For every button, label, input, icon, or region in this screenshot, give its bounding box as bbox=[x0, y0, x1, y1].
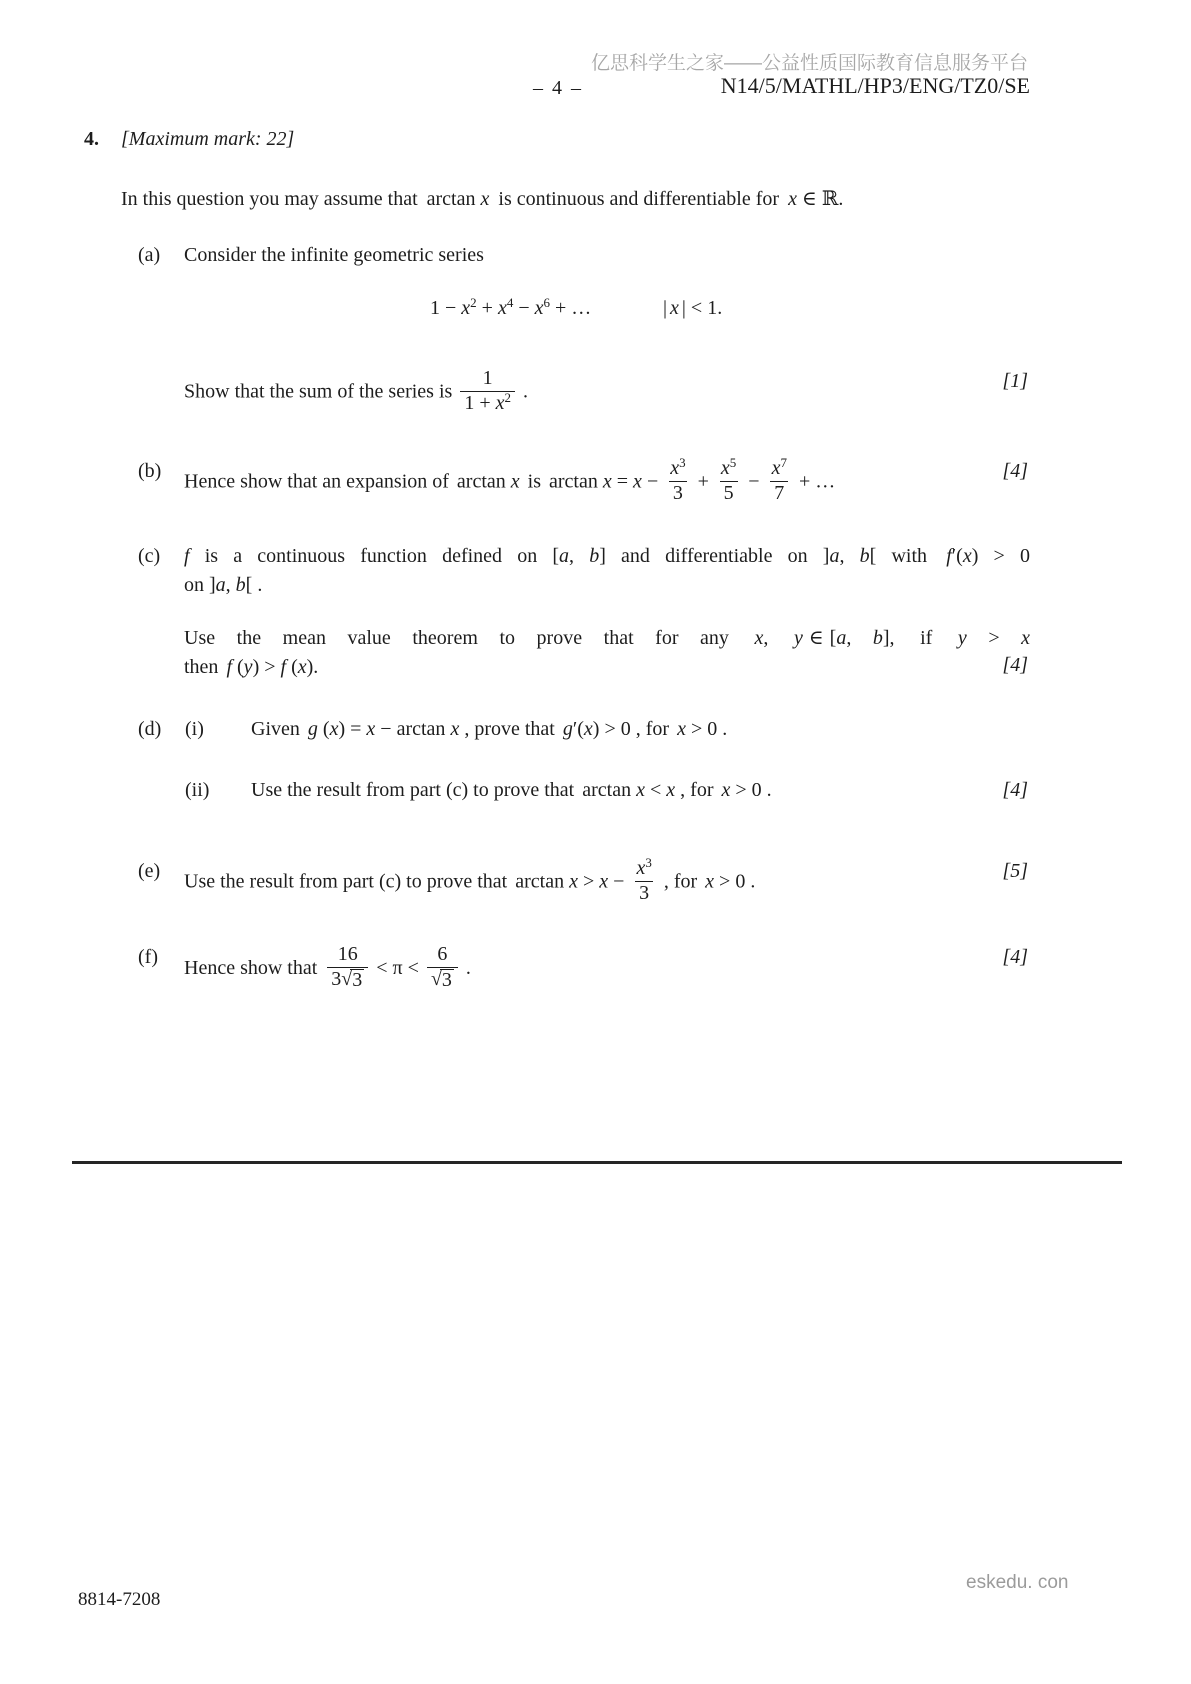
part-b-mark: [4] bbox=[1002, 460, 1028, 482]
variable-run: x bbox=[329, 718, 339, 740]
text-run: 7 bbox=[774, 481, 785, 504]
fraction-denominator bbox=[427, 967, 458, 992]
footer-reference-number: 8814-7208 bbox=[78, 1589, 161, 1610]
variable-run: x bbox=[510, 470, 520, 493]
superscript: 3 bbox=[679, 455, 686, 470]
fraction bbox=[717, 455, 740, 504]
part-a-show-text bbox=[184, 367, 528, 416]
text-run: − arctan bbox=[375, 718, 451, 740]
fraction-denominator bbox=[327, 967, 368, 992]
fraction bbox=[632, 855, 655, 904]
text-run: > 0 . bbox=[714, 870, 756, 893]
text-run: − bbox=[641, 470, 664, 493]
superscript: 6 bbox=[543, 295, 551, 310]
text-run: is a continuous function defined on [ bbox=[189, 545, 560, 567]
part-c-para1-line2 bbox=[184, 574, 1030, 597]
superscript: 5 bbox=[729, 455, 737, 470]
text-run: , prove that bbox=[459, 718, 560, 740]
text-run: Use the result from part (c) to prove that bbox=[184, 870, 513, 893]
variable-run: x bbox=[1021, 627, 1031, 649]
text-run: − bbox=[513, 297, 535, 319]
text-run: > 0 . bbox=[685, 718, 728, 740]
variable-run: x bbox=[670, 297, 679, 319]
radicand bbox=[440, 969, 454, 992]
part-d-ii-label: (ii) bbox=[185, 779, 210, 801]
variable-run: x bbox=[534, 297, 544, 319]
text-run: arctan bbox=[549, 470, 603, 493]
variable-run: b bbox=[235, 574, 246, 596]
variable-run: x bbox=[720, 457, 730, 479]
variable-run: x bbox=[599, 870, 609, 893]
text-run: , bbox=[225, 574, 236, 596]
variable-run: x bbox=[497, 297, 507, 319]
part-d-label: (d) bbox=[138, 718, 162, 740]
text-run: + bbox=[476, 297, 498, 319]
variable-run: x bbox=[788, 188, 797, 210]
text-run: 3 bbox=[441, 968, 452, 991]
square-root bbox=[341, 969, 364, 992]
variable-run: b bbox=[589, 545, 600, 567]
series-condition bbox=[663, 297, 722, 320]
text-run: , bbox=[569, 545, 590, 567]
fraction-numerator bbox=[334, 944, 362, 967]
part-f-label: (f) bbox=[138, 946, 158, 968]
text-run: [ with bbox=[869, 545, 943, 567]
variable-run: a bbox=[559, 545, 570, 567]
part-b-text bbox=[184, 455, 1064, 506]
variable-run: x bbox=[754, 627, 764, 649]
fraction bbox=[768, 455, 791, 504]
variable-run: a bbox=[829, 545, 840, 567]
part-d-ii-text bbox=[251, 779, 772, 802]
variable-run: x bbox=[677, 718, 686, 740]
text-run: . bbox=[460, 957, 471, 980]
text-run: 1 bbox=[482, 367, 493, 389]
fraction-denominator bbox=[770, 481, 788, 505]
text-run: + bbox=[692, 470, 714, 493]
series-expression bbox=[430, 297, 591, 320]
variable-run: x bbox=[962, 545, 972, 567]
fraction-numerator bbox=[632, 855, 655, 881]
text-run: Hence show that bbox=[184, 957, 323, 980]
variable-run: x bbox=[583, 718, 593, 740]
divider-rule bbox=[72, 1161, 1122, 1164]
text-run: Given bbox=[251, 718, 305, 740]
text-run: Hence show that an expansion of bbox=[184, 470, 454, 493]
part-e-mark: [5] bbox=[1002, 860, 1028, 882]
variable-run: b bbox=[872, 627, 883, 649]
part-a-label: (a) bbox=[138, 244, 161, 266]
text-run: ] and differentiable on ] bbox=[599, 545, 830, 567]
text-run: arctan bbox=[456, 470, 511, 493]
variable-run: x bbox=[670, 457, 680, 479]
text-run: , bbox=[839, 545, 860, 567]
variable-run: x bbox=[569, 870, 578, 893]
text-run: > 0 . bbox=[730, 779, 772, 801]
variable-run: a bbox=[215, 574, 226, 596]
footer-site-text: eskedu. con bbox=[966, 1572, 1069, 1593]
question-intro bbox=[121, 186, 991, 211]
text-run: = bbox=[611, 470, 634, 493]
text-run: In this question you may assume that bbox=[121, 188, 423, 210]
text-run: ). bbox=[306, 656, 319, 678]
text-run: 3 bbox=[672, 481, 683, 504]
text-run: ′( bbox=[951, 545, 963, 567]
variable-run: x bbox=[771, 457, 781, 479]
part-c-para2-lines bbox=[184, 625, 1030, 679]
variable-run: g bbox=[562, 718, 573, 740]
text-run: | < 1. bbox=[681, 297, 723, 319]
maximum-mark: [Maximum mark: 22] bbox=[121, 128, 295, 150]
part-e-label: (e) bbox=[138, 860, 161, 882]
variable-run: x bbox=[705, 870, 715, 893]
text-run: , bbox=[763, 627, 790, 649]
fraction bbox=[327, 944, 368, 991]
text-run: ∈ bbox=[808, 627, 824, 649]
text-run: ( bbox=[317, 718, 330, 740]
text-run: , for bbox=[675, 779, 719, 801]
part-a-show bbox=[0, 356, 1191, 414]
text-run: arctan bbox=[582, 779, 637, 801]
page-number: – 4 – bbox=[533, 77, 583, 99]
text-run: ) > 0 , for bbox=[592, 718, 675, 740]
fraction-numerator bbox=[768, 455, 791, 481]
text-run: ) > bbox=[252, 656, 281, 678]
variable-run: x bbox=[480, 188, 490, 210]
variable-run: x bbox=[721, 779, 731, 801]
variable-run: y bbox=[957, 627, 967, 649]
text-run: < bbox=[644, 779, 667, 801]
text-run: is continuous and differentiable for bbox=[493, 188, 785, 210]
part-f-text bbox=[184, 943, 1064, 993]
radicand bbox=[350, 969, 364, 992]
part-d-i-label: (i) bbox=[185, 718, 204, 740]
fraction-numerator bbox=[479, 368, 497, 391]
superscript: 3 bbox=[645, 855, 652, 870]
text-run: , for bbox=[658, 870, 703, 893]
text-run: + … bbox=[550, 297, 592, 319]
fraction-denominator bbox=[720, 481, 738, 505]
paper-code: N14/5/MATHL/HP3/ENG/TZ0/SE bbox=[720, 73, 1030, 98]
fraction-numerator bbox=[717, 455, 740, 481]
text-run: ( bbox=[286, 656, 298, 678]
part-a-mark: [1] bbox=[1002, 370, 1028, 392]
variable-run: f bbox=[280, 656, 287, 678]
fraction bbox=[666, 455, 689, 504]
radical-sign: √ bbox=[430, 967, 442, 990]
variable-run: x bbox=[297, 656, 307, 678]
text-run: 16 bbox=[337, 943, 358, 965]
text-run: − bbox=[743, 470, 765, 493]
fraction-denominator bbox=[635, 881, 653, 905]
superscript: 7 bbox=[780, 455, 787, 470]
text-run: arctan bbox=[515, 870, 570, 893]
text-run: < π < bbox=[371, 957, 424, 980]
fraction-denominator bbox=[669, 481, 687, 505]
text-run: arctan bbox=[426, 188, 481, 210]
watermark-text: 亿思科学生之家——公益性质国际教育信息服务平台 bbox=[590, 53, 1028, 74]
variable-run: x bbox=[602, 470, 612, 493]
text-run: if bbox=[920, 627, 954, 649]
text-run: > bbox=[577, 870, 600, 893]
part-e bbox=[0, 844, 1191, 902]
fraction-numerator bbox=[666, 455, 689, 481]
text-run: ], bbox=[882, 627, 917, 649]
text-run: 1 + bbox=[464, 391, 496, 414]
part-d-i-text bbox=[251, 718, 727, 741]
part-a-text bbox=[184, 244, 484, 267]
fraction bbox=[427, 944, 458, 991]
part-c-para1-line1 bbox=[184, 545, 1030, 568]
part-c-para1-lines bbox=[184, 545, 1030, 597]
text-run: ′( bbox=[572, 718, 584, 740]
text-run: − bbox=[608, 870, 630, 893]
square-root bbox=[431, 969, 454, 992]
fraction-denominator bbox=[460, 391, 515, 415]
text-run: > bbox=[966, 627, 1022, 649]
text-run: . bbox=[517, 380, 528, 403]
variable-run: b bbox=[859, 545, 870, 567]
part-c-label: (c) bbox=[138, 545, 161, 567]
part-f-mark: [4] bbox=[1002, 946, 1028, 968]
superscript: 2 bbox=[504, 389, 511, 405]
text-run: ) > 0 bbox=[971, 545, 1030, 567]
variable-run: x bbox=[450, 718, 460, 740]
text-run: is bbox=[522, 470, 547, 493]
text-run: Show that the sum of the series is bbox=[184, 380, 458, 403]
text-run: 3 bbox=[639, 881, 650, 904]
variable-run: y bbox=[793, 627, 803, 649]
variable-run: x bbox=[636, 779, 645, 801]
part-b bbox=[0, 442, 1191, 504]
variable-run: x bbox=[366, 718, 376, 740]
variable-run: y bbox=[243, 656, 253, 678]
text-run: 1 − bbox=[430, 297, 462, 319]
superscript: 2 bbox=[470, 295, 477, 310]
text-run: ∈ ℝ. bbox=[796, 188, 844, 210]
text-run: | bbox=[663, 297, 668, 319]
variable-run: x bbox=[666, 779, 676, 801]
variable-run: f bbox=[184, 545, 190, 567]
text-run: 3 bbox=[352, 968, 363, 991]
question-number: 4. bbox=[84, 128, 99, 150]
variable-run: x bbox=[633, 470, 642, 493]
variable-run: g bbox=[307, 718, 318, 740]
text-run: + … bbox=[793, 470, 836, 493]
part-c-para2-line1 bbox=[184, 625, 1030, 650]
part-e-text bbox=[184, 855, 1064, 906]
part-b-label: (b) bbox=[138, 460, 162, 482]
text-run: ) = bbox=[338, 718, 367, 740]
part-d-mark: [4] bbox=[1002, 779, 1028, 801]
text-run: 3 bbox=[331, 967, 342, 990]
text-run: [ . bbox=[245, 574, 263, 596]
fraction bbox=[460, 368, 515, 414]
variable-run: x bbox=[636, 857, 646, 879]
text-run: Use the result from part (c) to prove that bbox=[251, 779, 580, 801]
variable-run: f bbox=[226, 656, 232, 678]
part-c-para2-line2 bbox=[184, 656, 1030, 679]
variable-run: x bbox=[461, 297, 471, 319]
part-c-mark: [4] bbox=[1002, 654, 1028, 676]
text-run: on ] bbox=[184, 574, 216, 596]
text-run: 6 bbox=[437, 943, 448, 965]
radical-sign: √ bbox=[341, 967, 353, 990]
variable-run: f bbox=[946, 545, 952, 567]
text-run: [ bbox=[829, 627, 837, 649]
text-run: Use the mean value theorem to prove that for any bbox=[184, 627, 751, 649]
variable-run: a bbox=[836, 627, 847, 649]
variable-run: x bbox=[495, 391, 505, 414]
fraction-numerator bbox=[433, 944, 451, 967]
superscript: 4 bbox=[506, 295, 514, 310]
text-run: then bbox=[184, 656, 224, 678]
part-f bbox=[0, 928, 1191, 991]
text-run: 5 bbox=[723, 481, 734, 504]
text-run: ( bbox=[232, 656, 244, 678]
text-run: , bbox=[846, 627, 873, 649]
text-run: Consider the infinite geometric series bbox=[184, 244, 484, 266]
